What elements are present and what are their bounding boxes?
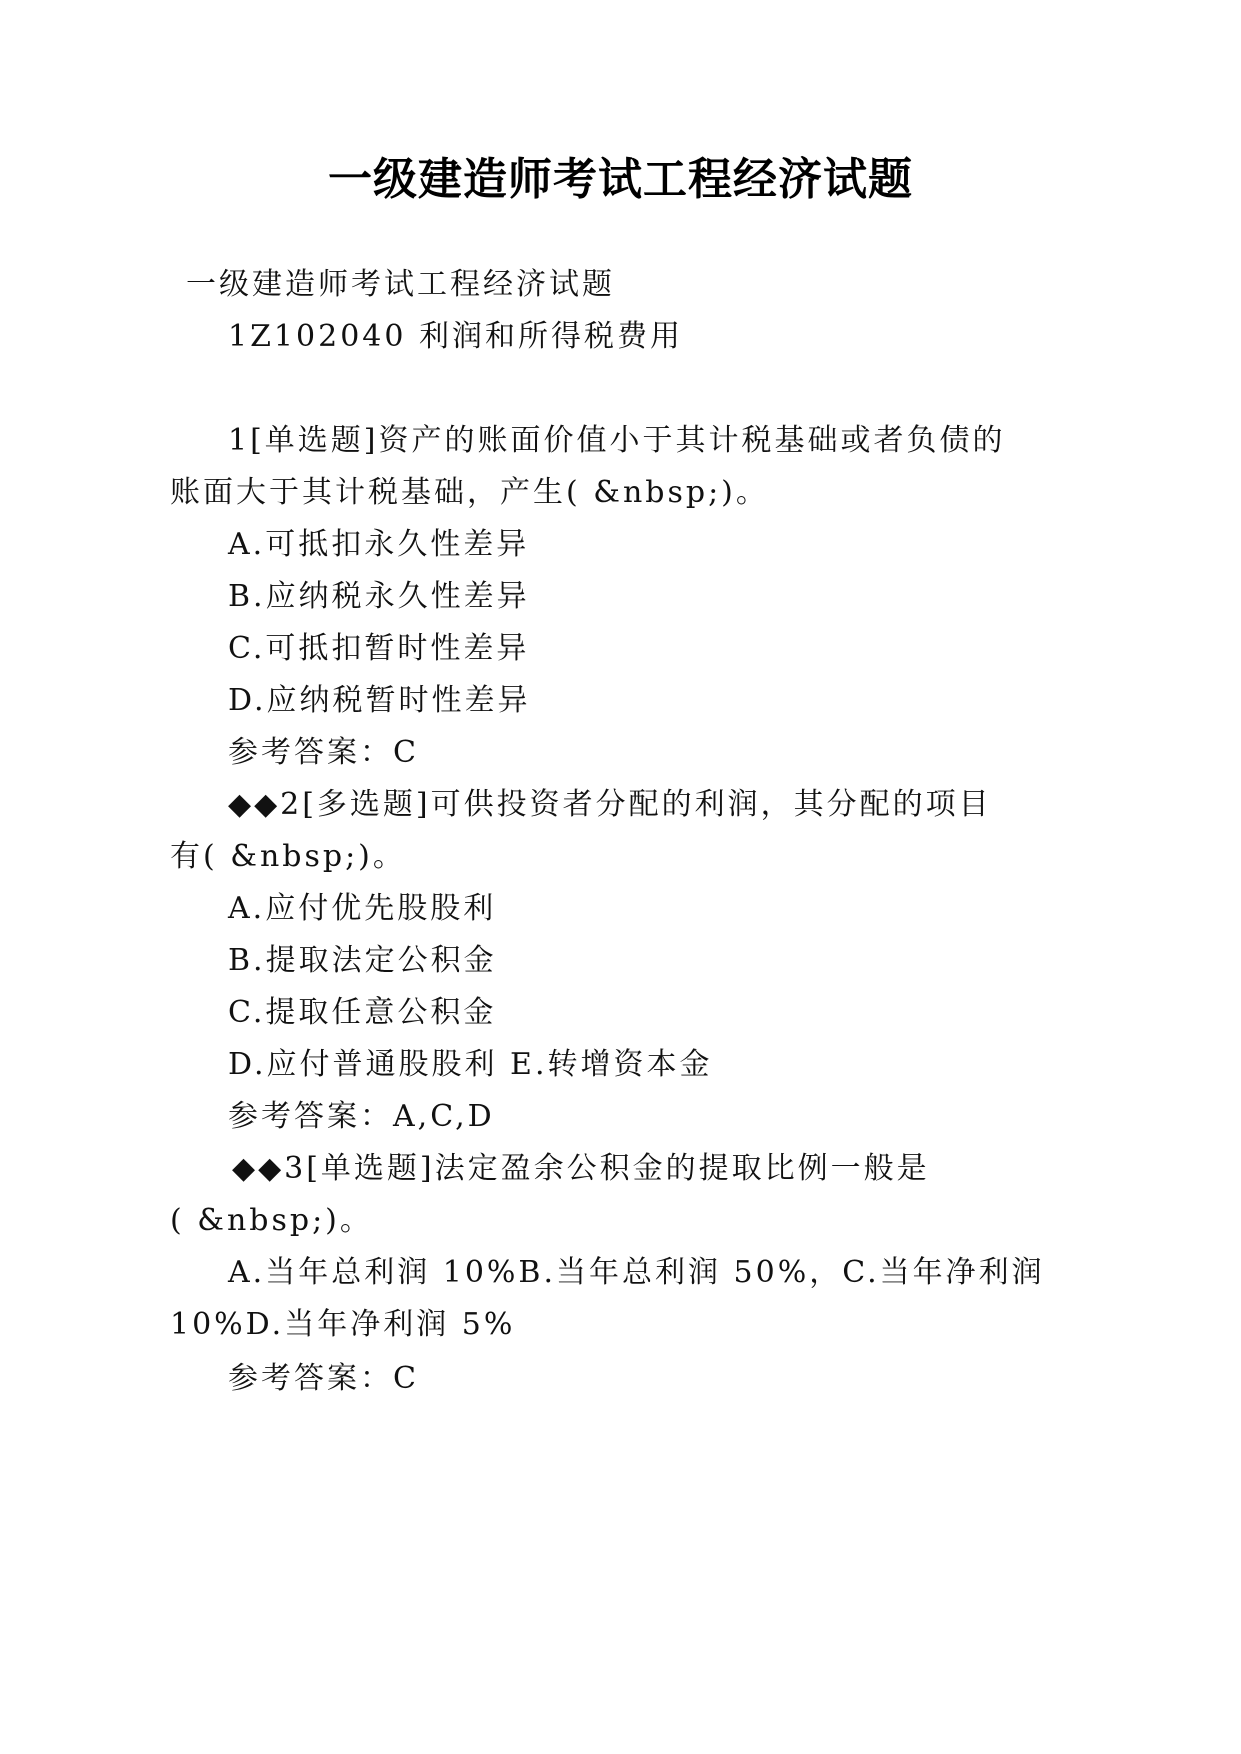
question-1-stem-line-1: 1[单选题]资产的账面价值小于其计税基础或者负债的 xyxy=(228,423,1006,458)
question-2-option-d: D.应付普通股股利 E.转增资本金 xyxy=(228,1047,713,1082)
question-1-option-a: A.可抵扣永久性差异 xyxy=(228,527,530,562)
question-3-stem-line-2: ( &nbsp;)。 xyxy=(170,1203,373,1238)
question-2-option-c: C.提取任意公积金 xyxy=(228,995,497,1030)
section-heading: 1Z102040 利润和所得税费用 xyxy=(228,319,683,354)
question-1-answer: 参考答案：C xyxy=(228,735,419,770)
question-3-options-line-2: 10%D.当年净利润 5% xyxy=(170,1307,516,1342)
question-1-option-c: C.可抵扣暂时性差异 xyxy=(228,631,530,666)
question-2-answer: 参考答案：A,C,D xyxy=(228,1099,495,1134)
question-3-stem-line-1: ◆◆3[单选题]法定盈余公积金的提取比例一般是 xyxy=(232,1151,930,1186)
question-3-answer: 参考答案：C xyxy=(228,1361,419,1396)
question-2-option-b: B.提取法定公积金 xyxy=(228,943,497,978)
question-1-option-b: B.应纳税永久性差异 xyxy=(228,579,530,614)
question-1-stem-line-2: 账面大于其计税基础，产生( &nbsp;)。 xyxy=(170,475,769,510)
question-1-option-d: D.应纳税暂时性差异 xyxy=(228,683,531,718)
document-title: 一级建造师考试工程经济试题 xyxy=(328,154,913,205)
question-2-option-a: A.应付优先股股利 xyxy=(228,891,497,926)
question-2-stem-line-1: ◆◆2[多选题]可供投资者分配的利润，其分配的项目 xyxy=(228,787,992,822)
question-2-stem-line-2: 有( &nbsp;)。 xyxy=(170,839,406,874)
question-3-options-line-1: A.当年总利润 10%B.当年总利润 50%，C.当年净利润 xyxy=(228,1255,1045,1290)
subtitle: 一级建造师考试工程经济试题 xyxy=(186,267,615,302)
